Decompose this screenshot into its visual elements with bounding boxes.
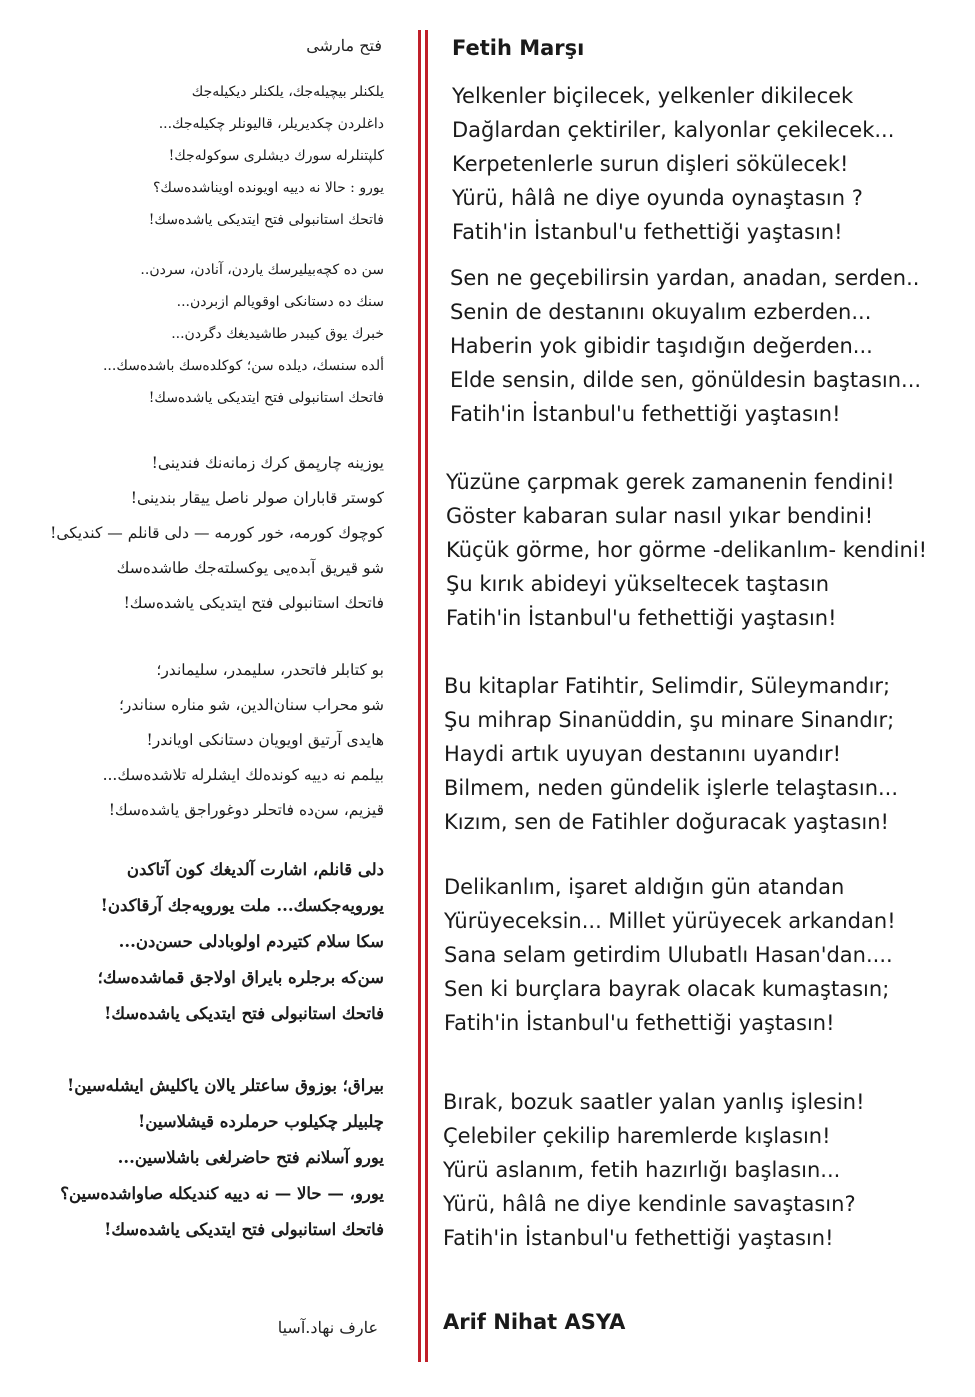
ottoman-verse-line: یورو : حالا نه دییه اویونده اویناشده‌سك؟: [152, 180, 384, 196]
ottoman-verse-line: یلکنلر بیچیله‌جك، یلکنلر دیکیله‌جك: [191, 84, 384, 100]
turkish-verse-line: Yürü aslanım, fetih hazırlığı başlasın...: [443, 1158, 841, 1182]
turkish-verse-line: Sana selam getirdim Ulubatlı Hasan'dan....: [444, 943, 893, 967]
divider-line-right: [425, 30, 428, 1362]
turkish-verse-line: Fatih'in İstanbul'u fethettiği yaştasın!: [443, 1226, 834, 1250]
ottoman-verse-line: بو کتابلر فاتحدر، سلیمدر، سلیماندر؛: [156, 661, 384, 679]
ottoman-verse-line: شو محراب سنان‌الدین، شو مناره سناندر؛: [119, 696, 384, 714]
ottoman-verse-line: دلی قانلم، اشارت آلدیغك کون آتاکدن: [126, 860, 384, 879]
ottoman-verse-line: قیزیم، سن‌ده فاتحلر دوغوراجق یاشده‌سك!: [108, 801, 384, 819]
turkish-verse-line: Yelkenler biçilecek, yelkenler dikilecek: [452, 84, 854, 108]
turkish-verse-line: Göster kabaran sular nasıl yıkar bendini!: [446, 504, 874, 528]
turkish-verse-line: Bırak, bozuk saatler yalan yanlış işlesin!: [443, 1090, 865, 1114]
turkish-verse-line: Yüzüne çarpmak gerek zamanenin fendini!: [446, 470, 895, 494]
turkish-verse-line: Haberin yok gibidir taşıdığın değerden...: [450, 334, 873, 358]
turkish-verse-line: Kızım, sen de Fatihler doğuracak yaştasın!: [444, 810, 889, 834]
turkish-verse-line: Yürü, hâlâ ne diye oyunda oynaştasın ?: [452, 186, 863, 210]
ottoman-verse-line: سن ده کچه‌بیلیرسك یاردن، آنادن، سردن..: [140, 262, 384, 278]
turkish-column: [436, 0, 971, 1397]
turkish-verse-line: Dağlardan çektiriler, kalyonlar çekilecek...: [452, 118, 895, 142]
ottoman-verse-line: شو قیریق آبده‌یی یوکسلته‌جك طاشده‌سك: [116, 559, 384, 577]
ottoman-verse-line: کوچوك کورمه، خور کورمه — دلی قانلم — کندیکی!: [50, 524, 384, 542]
turkish-verse-line: Senin de destanını okuyalım ezberden...: [450, 300, 872, 324]
ottoman-title: فتح مارشی: [306, 36, 382, 55]
turkish-verse-line: Fatih'in İstanbul'u fethettiği yaştasın!: [450, 402, 841, 426]
turkish-verse-line: Haydi artık uyuyan destanını uyandır!: [444, 742, 842, 766]
ottoman-verse-line: فاتحك استانبولی فتح ایتدیکی یاشده‌سك!: [104, 1220, 384, 1239]
turkish-verse-line: Şu mihrap Sinanüddin, şu minare Sinandır;: [444, 708, 895, 732]
turkish-verse-line: Bu kitaplar Fatihtir, Selimdir, Süleymandır;: [444, 674, 891, 698]
ottoman-verse-line: یورو آسلانم فتح حاضرلغی باشلاسین...: [117, 1148, 384, 1167]
ottoman-verse-line: خبرك یوق کیبدر طاشیدیغك دگردن...: [171, 326, 384, 342]
ottoman-column: [0, 0, 412, 1397]
turkish-verse-line: Fatih'in İstanbul'u fethettiği yaştasın!: [446, 606, 837, 630]
turkish-verse-line: Delikanlım, işaret aldığın gün atandan: [444, 875, 845, 899]
ottoman-author: عارف نهاد.آسیا: [277, 1318, 378, 1337]
turkish-author: Arif Nihat ASYA: [443, 1310, 626, 1334]
ottoman-verse-line: فاتحك استانبولی فتح ایتدیکی یاشده‌سك!: [148, 390, 384, 406]
ottoman-verse-line: فاتحك استانبولی فتح ایتدیکی یاشده‌سك!: [123, 594, 384, 612]
ottoman-verse-line: ألده سنسك، دیلده سن؛ کوکلده‌سك باشده‌سك...: [102, 358, 384, 374]
ottoman-verse-line: بیلمم نه دییه کوندەلك ایشلرله تلاشده‌سك...: [102, 766, 384, 784]
ottoman-verse-line: بیراق؛ بوزوق ساعتلر یالان یاکلیش ایشله‌سین!: [66, 1076, 384, 1095]
turkish-verse-line: Yürü, hâlâ ne diye kendinle savaştasın?: [443, 1192, 856, 1216]
turkish-verse-line: Sen ne geçebilirsin yardan, anadan, serden..: [450, 266, 920, 290]
turkish-verse-line: Bilmem, neden gündelik işlerle telaştasın...: [444, 776, 899, 800]
ottoman-verse-line: سنك ده دستانکی اوقویالم ازبردن...: [176, 294, 384, 310]
turkish-verse-line: Çelebiler çekilip haremlerde kışlasın!: [443, 1124, 831, 1148]
turkish-verse-line: Küçük görme, hor görme -delikanlım- kendini!: [446, 538, 928, 562]
turkish-verse-line: Yürüyeceksin... Millet yürüyecek arkandan!: [444, 909, 896, 933]
ottoman-verse-line: یورو، — حالا — نه دییه کندیکله صاواشده‌سین؟: [60, 1184, 384, 1203]
ottoman-verse-line: داغلردن چکدیریلر، قالیونلر چکیله‌جك...: [158, 116, 384, 132]
turkish-verse-line: Fatih'in İstanbul'u fethettiği yaştasın!: [444, 1011, 835, 1035]
turkish-verse-line: Kerpetenlerle surun dişleri sökülecek!: [452, 152, 849, 176]
ottoman-verse-line: فاتحك استانبولی فتح ایتدیکی یاشده‌سك!: [148, 212, 384, 228]
ottoman-verse-line: یوزینه چارپمق کرك زمانه‌نك فندینی!: [151, 454, 384, 472]
turkish-verse-line: Sen ki burçlara bayrak olacak kumaştasın;: [444, 977, 890, 1001]
ottoman-verse-line: چلبیلر چکیلوب حرملرده قیشلاسین!: [138, 1112, 384, 1131]
turkish-verse-line: Fatih'in İstanbul'u fethettiği yaştasın!: [452, 220, 843, 244]
turkish-verse-line: Şu kırık abideyi yükseltecek taştasın: [446, 572, 830, 596]
ottoman-verse-line: هایدی آرتیق اویویان دستانکی اویاندر!: [146, 731, 384, 749]
turkish-verse-line: Elde sensin, dilde sen, gönüldesin baştasın...: [450, 368, 922, 392]
ottoman-verse-line: کلپتنلرله سورك دیشلری سوکوله‌جك!: [168, 148, 384, 164]
turkish-title: Fetih Marşı: [452, 36, 585, 60]
ottoman-verse-line: سکا سلام کتیردم اولوبادلی حسن‌دن...: [118, 932, 384, 951]
ottoman-verse-line: فاتحك استانبولی فتح ایتدیکی یاشده‌سك!: [104, 1004, 384, 1023]
ottoman-verse-line: یورویه‌جکسك... ملت یورویه‌جك آرقاکدن!: [100, 896, 384, 915]
ottoman-verse-line: کوستر قاباران صولر ناصل ییقار بندینی!: [130, 489, 384, 507]
ottoman-verse-line: سن‌که برجلره بایراق اولاجق قماشده‌سك؛: [97, 968, 384, 987]
divider-line-left: [418, 30, 421, 1362]
